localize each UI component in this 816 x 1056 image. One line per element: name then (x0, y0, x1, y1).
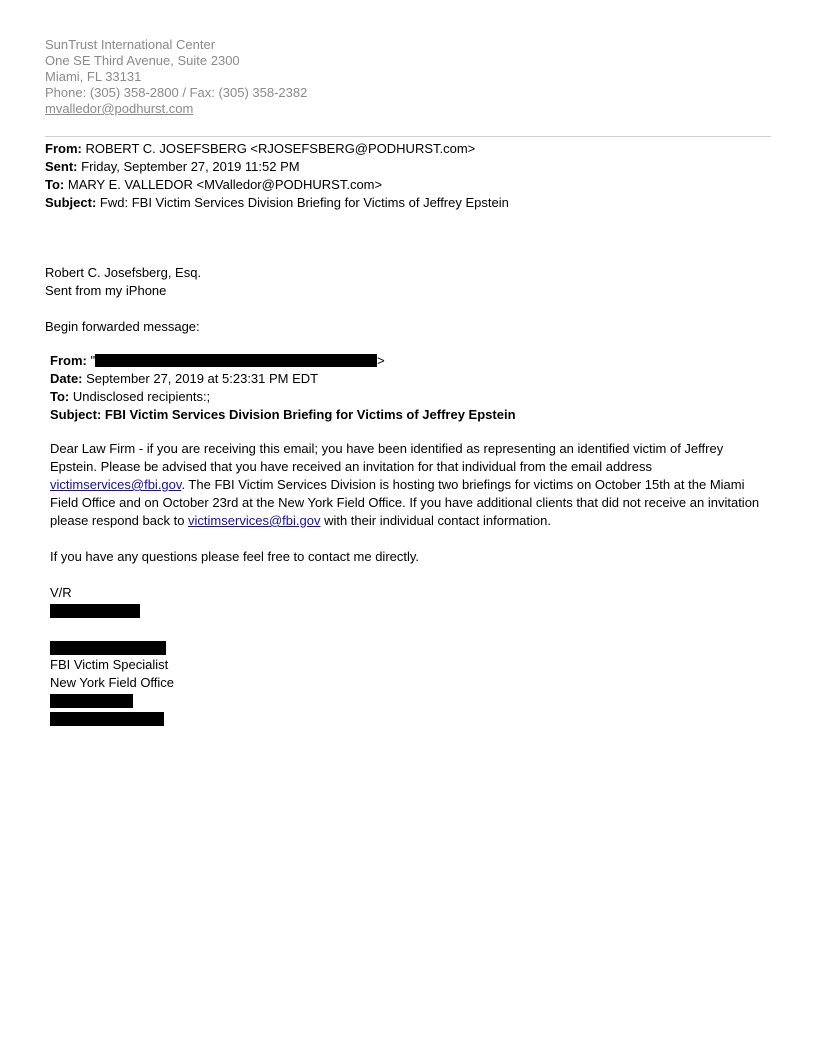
closing: V/R (50, 585, 72, 600)
signature-title: FBI Victim Specialist (50, 657, 169, 672)
forwarded-header (50, 352, 516, 424)
fwd-subject-row (50, 406, 516, 424)
victimservices-email-link-1[interactable]: victimservices@fbi.gov (50, 477, 182, 492)
fwd-date-label: Date: (50, 371, 83, 386)
sender-device: Sent from my iPhone (45, 283, 167, 298)
fwd-to-row (50, 388, 516, 406)
letterhead-email-link[interactable]: mvalledor@podhurst.com (45, 101, 194, 116)
fwd-subject-value: FBI Victim Services Division Briefing for Victims of Jeffrey Epstein (104, 407, 516, 422)
fwd-subject-label: Subject: (50, 407, 102, 422)
signature-office: New York Field Office (50, 675, 175, 690)
outer-subject-value: Fwd: FBI Victim Services Division Briefing for Victims of Jeffrey Epstein (99, 195, 509, 210)
fwd-from-suffix: > (377, 353, 385, 368)
letterhead-line-2: One SE Third Avenue, Suite 2300 (45, 53, 240, 68)
outer-to-value: MARY E. VALLEDOR <MValledor@PODHURST.com> (67, 177, 383, 192)
signature-block (50, 656, 174, 692)
outer-from-row (45, 140, 509, 158)
outer-sent-value: Friday, September 27, 2019 11:52 PM (81, 159, 300, 174)
victimservices-email-link-2[interactable]: victimservices@fbi.gov (188, 513, 321, 528)
message-paragraph-1 (50, 440, 762, 530)
letterhead (45, 37, 307, 117)
forward-note: Begin forwarded message: (45, 319, 200, 334)
header-divider (45, 136, 771, 137)
message-text-1: Dear Law Firm - if you are receiving this email; you have been identified as representing an identified victim of Jeffrey Epstein. Please be advised that you have received an invitation for that individual from the email address (50, 441, 724, 474)
redaction-bar (50, 604, 140, 618)
redaction-bar (50, 694, 133, 708)
outer-email-header (45, 140, 509, 212)
sender-block (45, 264, 201, 300)
outer-to-row (45, 176, 509, 194)
redaction-bar (95, 354, 377, 367)
fwd-from-prefix: " (90, 353, 96, 368)
outer-subject-row (45, 194, 509, 212)
message-body (50, 440, 762, 530)
outer-sent-label: Sent: (45, 159, 78, 174)
message-paragraph-2: If you have any questions please feel free to contact me directly. (50, 549, 420, 564)
letterhead-line-3: Miami, FL 33131 (45, 69, 142, 84)
letterhead-line-1: SunTrust International Center (45, 37, 216, 52)
outer-to-label: To: (45, 177, 65, 192)
fwd-date-row (50, 370, 516, 388)
fwd-date-value: September 27, 2019 at 5:23:31 PM EDT (86, 371, 319, 386)
redaction-bar (50, 712, 164, 726)
message-text-3: with their individual contact information. (320, 513, 551, 528)
outer-from-value: ROBERT C. JOSEFSBERG <RJOSEFSBERG@PODHURST.com> (85, 141, 476, 156)
fwd-to-value: Undisclosed recipients:; (72, 389, 211, 404)
fwd-from-row (50, 352, 516, 370)
outer-subject-label: Subject: (45, 195, 97, 210)
outer-sent-row (45, 158, 509, 176)
outer-from-label: From: (45, 141, 82, 156)
sender-name: Robert C. Josefsberg, Esq. (45, 265, 202, 280)
fwd-to-label: To: (50, 389, 70, 404)
redaction-bar (50, 641, 166, 655)
letterhead-phone-fax: Phone: (305) 358-2800 / Fax: (305) 358-2382 (45, 85, 308, 100)
message-text-2: . The FBI Victim Services Division is hosting two briefings for victims on October 15th at the Miami Field Office and on October 23rd at the New York Field Office. If you have additional clients that did not receive an invitation please respond back to (50, 477, 760, 528)
fwd-from-label: From: (50, 353, 87, 368)
